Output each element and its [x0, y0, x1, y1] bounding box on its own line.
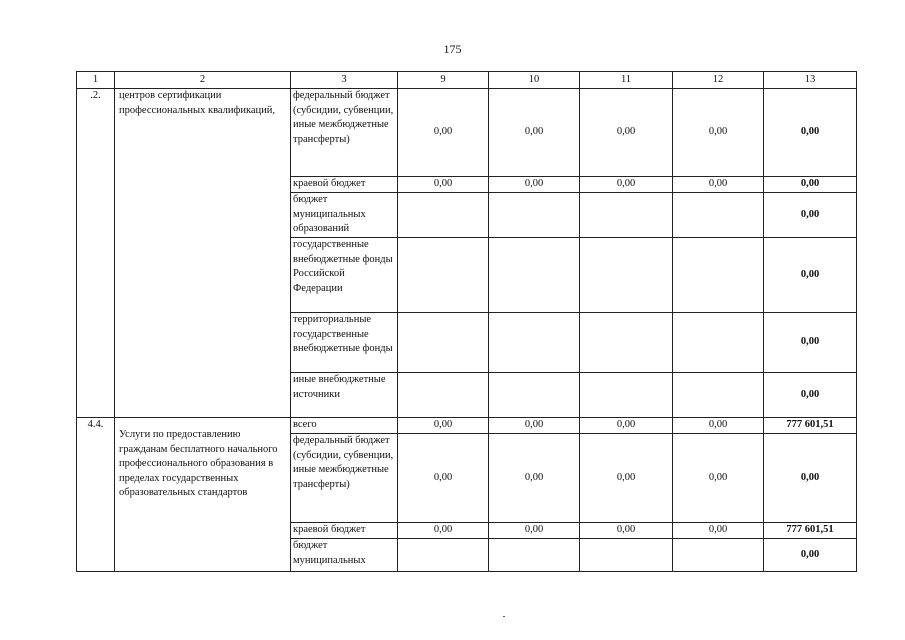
table-row [77, 418, 857, 434]
cell-value: 0,00 [580, 177, 673, 193]
cell-total: 0,00 [764, 238, 857, 313]
column-header: 13 [764, 72, 857, 89]
column-header: 2 [115, 72, 291, 89]
cell-value [489, 193, 580, 238]
cell-value: 0,00 [580, 434, 673, 523]
table-row [77, 89, 857, 177]
cell-total: 0,00 [764, 177, 857, 193]
cell-value [398, 193, 489, 238]
cell-value [398, 313, 489, 373]
cell-value [673, 373, 764, 418]
cell-value: 0,00 [489, 177, 580, 193]
funding-source: федеральный бюджет (субсидии, субвенции, иные межбюджетные трансферты) [291, 434, 398, 523]
cell-value: 0,00 [398, 523, 489, 539]
cell-value: 0,00 [398, 177, 489, 193]
cell-value: 0,00 [673, 523, 764, 539]
funding-source: бюджет муниципальных образований [291, 193, 398, 238]
row-name: Услуги по предоставлению гражданам бесплатного начального профессионального образования в пределах государственных образовательных стандартов [119, 429, 278, 498]
cell-value [489, 313, 580, 373]
cell-value [580, 313, 673, 373]
funding-source: всего [291, 418, 398, 434]
cell-value: 0,00 [489, 523, 580, 539]
cell-value: 0,00 [489, 418, 580, 434]
cell-value [580, 373, 673, 418]
cell-value: 0,00 [673, 418, 764, 434]
cell-value [673, 193, 764, 238]
cell-value: 0,00 [673, 177, 764, 193]
cell-value: 0,00 [673, 89, 764, 177]
row-name: центров сертификации профессиональных квалификаций, [115, 89, 291, 418]
cell-value: 0,00 [398, 418, 489, 434]
cell-value [489, 539, 580, 572]
cell-value: 0,00 [489, 434, 580, 523]
column-header: 1 [77, 72, 115, 89]
cell-value [673, 313, 764, 373]
column-header: 12 [673, 72, 764, 89]
cell-value: 0,00 [580, 418, 673, 434]
cell-value [580, 539, 673, 572]
column-header: 9 [398, 72, 489, 89]
cell-value [580, 193, 673, 238]
funding-source: территориальные государственные внебюджетные фонды [291, 313, 398, 373]
budget-table [76, 71, 857, 572]
funding-source: краевой бюджет [291, 523, 398, 539]
cell-total: 0,00 [764, 373, 857, 418]
cell-value: 0,00 [398, 434, 489, 523]
column-header: 3 [291, 72, 398, 89]
scan-speck [503, 616, 505, 617]
cell-total: 0,00 [764, 539, 857, 572]
cell-value [398, 238, 489, 313]
funding-source: бюджет муниципальных [291, 539, 398, 572]
funding-source: государственные внебюджетные фонды Российской Федерации [291, 238, 398, 313]
cell-value: 0,00 [580, 523, 673, 539]
cell-value: 0,00 [673, 434, 764, 523]
cell-total: 0,00 [764, 193, 857, 238]
row-index: .2. [77, 89, 115, 418]
cell-value [398, 539, 489, 572]
cell-value [489, 373, 580, 418]
table-header-row [77, 72, 857, 89]
cell-total: 0,00 [764, 434, 857, 523]
row-index: 4.4. [77, 418, 115, 572]
funding-source: краевой бюджет [291, 177, 398, 193]
funding-source: иные внебюджетные источники [291, 373, 398, 418]
funding-source: федеральный бюджет (субсидии, субвенции, иные межбюджетные трансферты) [291, 89, 398, 177]
column-header: 11 [580, 72, 673, 89]
cell-value: 0,00 [489, 89, 580, 177]
cell-value [489, 238, 580, 313]
cell-total: 777 601,51 [764, 523, 857, 539]
cell-value [673, 238, 764, 313]
cell-total: 0,00 [764, 89, 857, 177]
cell-total: 0,00 [764, 313, 857, 373]
page-number: 175 [443, 42, 462, 56]
column-header: 10 [489, 72, 580, 89]
cell-value [580, 238, 673, 313]
cell-value [398, 373, 489, 418]
cell-value: 0,00 [398, 89, 489, 177]
row-name-cell [115, 418, 291, 572]
cell-value [673, 539, 764, 572]
cell-total: 777 601,51 [764, 418, 857, 434]
cell-value: 0,00 [580, 89, 673, 177]
